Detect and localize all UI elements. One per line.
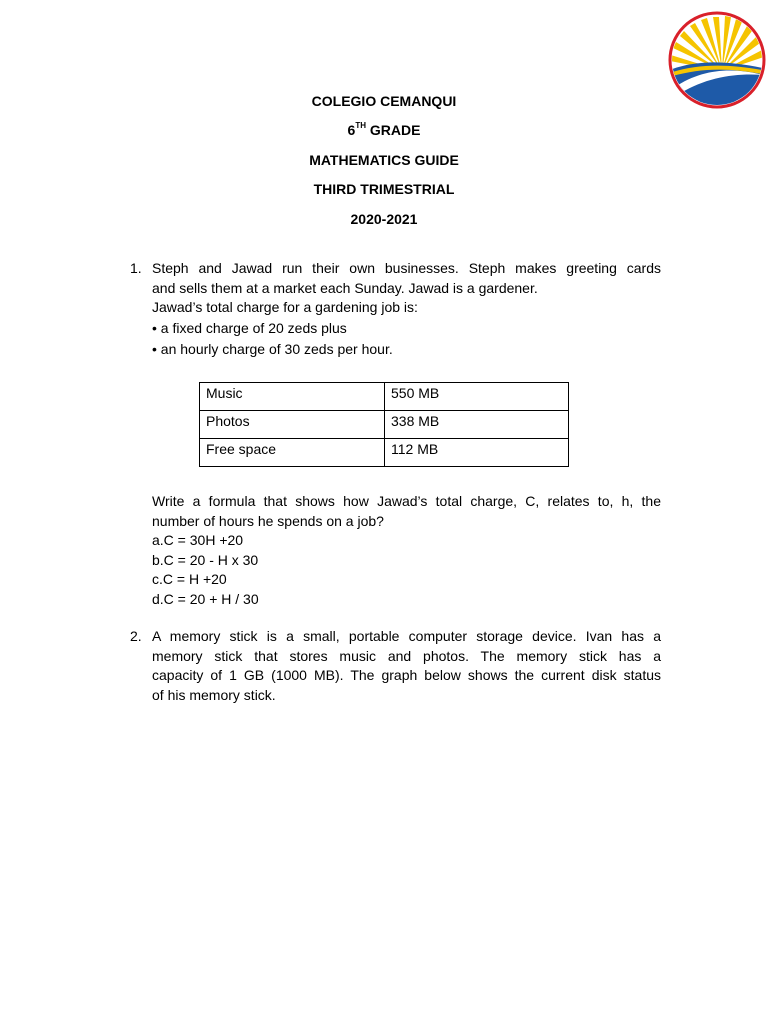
- grade-superscript: TH: [355, 121, 366, 131]
- year-title: 2020-2021: [350, 211, 418, 227]
- q2-line: of his memory stick.: [152, 686, 276, 703]
- term-title: THIRD TRIMESTRIAL: [313, 181, 455, 197]
- option-c: c.C = H +20: [152, 571, 227, 587]
- option-d: d.C = 20 + H / 30: [152, 590, 259, 607]
- q2-line: [152, 666, 661, 686]
- storage-table: [199, 382, 569, 467]
- question-2-text: [152, 627, 661, 705]
- question-2-number: 2.: [130, 628, 142, 644]
- question-1-line: Jawad’s total charge for a gardening job is:: [152, 299, 418, 315]
- question-1-line: and sells them at a market each Sunday. Jawad is a gardener.: [152, 279, 538, 296]
- table-cell: Photos: [200, 411, 385, 439]
- question-1-line: Steph and Jawad run their own businesses. Steph makes greeting cards: [152, 260, 661, 276]
- q2-line-text: memory stick that stores music and photos. The memory stick has a: [152, 647, 661, 664]
- grade-title: [0, 122, 768, 138]
- q2-line-text: A memory stick is a small, portable computer storage device. Ivan has a: [152, 628, 661, 644]
- prompt-line-2: number of hours he spends on a job?: [152, 512, 384, 529]
- q2-line-text: capacity of 1 GB (1000 MB). The graph below shows the current disk status: [152, 667, 661, 683]
- table-row: [200, 439, 569, 467]
- bullet-item: • a fixed charge of 20 zeds plus: [152, 319, 347, 336]
- question-1-number: 1.: [130, 260, 142, 276]
- prompt-line-1: [152, 492, 661, 512]
- table-cell: Music: [200, 383, 385, 411]
- prompt-text: Write a formula that shows how Jawad’s total charge, C, relates to, h, the: [152, 493, 661, 509]
- option-a: a.C = 30H +20: [152, 532, 244, 548]
- q2-line: [152, 647, 661, 667]
- table-row: [200, 411, 569, 439]
- table-cell: 112 MB: [385, 439, 569, 467]
- grade-word: GRADE: [369, 122, 421, 138]
- question-1-prompt: [152, 492, 661, 609]
- table-row: [200, 383, 569, 411]
- question-1-intro: [152, 259, 661, 360]
- table-cell: 550 MB: [385, 383, 569, 411]
- subject-title: MATHEMATICS GUIDE: [309, 152, 459, 168]
- bullet-item: • an hourly charge of 30 zeds per hour.: [152, 340, 393, 357]
- q2-line: [152, 627, 661, 647]
- table-cell: Free space: [200, 439, 385, 467]
- table-cell: 338 MB: [385, 411, 569, 439]
- school-name: COLEGIO CEMANQUI: [311, 93, 457, 109]
- option-b: b.C = 20 - H x 30: [152, 551, 259, 568]
- grade-number: 6: [347, 122, 356, 138]
